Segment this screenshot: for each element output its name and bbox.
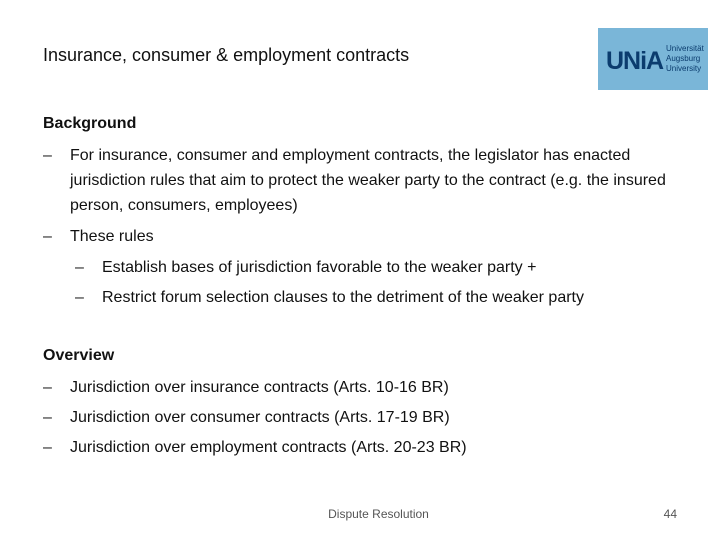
dash-icon: –	[43, 409, 52, 426]
list-item	[43, 405, 683, 430]
dash-icon: –	[75, 259, 84, 276]
list-item	[43, 375, 683, 400]
sub-list-item	[75, 255, 695, 280]
list-item-text: These rules	[70, 228, 154, 245]
university-logo	[598, 28, 708, 90]
overview-heading: Overview	[43, 347, 115, 364]
list-item	[43, 224, 683, 249]
logo-mark: UNiA	[606, 47, 664, 75]
dash-icon: –	[43, 439, 52, 456]
list-item-text: Restrict forum selection clauses to the detriment of the weaker party	[102, 289, 584, 306]
slide-title: Insurance, consumer & employment contracts	[43, 45, 410, 65]
logo-line-1: Universität	[666, 44, 704, 53]
footer-text: Dispute Resolution	[328, 507, 429, 521]
list-item-text: Establish bases of jurisdiction favorable to the weaker party +	[102, 259, 537, 276]
dash-icon: –	[75, 289, 84, 306]
list-item	[43, 435, 683, 460]
sub-list-item	[75, 285, 695, 310]
list-item-text: Jurisdiction over insurance contracts (Arts. 10-16 BR)	[70, 379, 449, 396]
list-item-text: Jurisdiction over employment contracts (Arts. 20-23 BR)	[70, 439, 467, 456]
dash-icon: –	[43, 379, 52, 396]
list-item-text: Jurisdiction over consumer contracts (Arts. 17-19 BR)	[70, 409, 450, 426]
background-heading: Background	[43, 115, 137, 132]
page-number: 44	[663, 507, 677, 521]
list-item	[43, 143, 683, 218]
logo-line-3: University	[666, 64, 702, 73]
logo-line-2: Augsburg	[666, 54, 701, 63]
dash-icon: –	[43, 147, 52, 164]
dash-icon: –	[43, 228, 52, 245]
list-item-text: For insurance, consumer and employment contracts, the legislator has enacted jurisdiction rules that aim to protect the weaker party to the contract (e.g. the insured person, consumers, employees)	[70, 147, 666, 214]
